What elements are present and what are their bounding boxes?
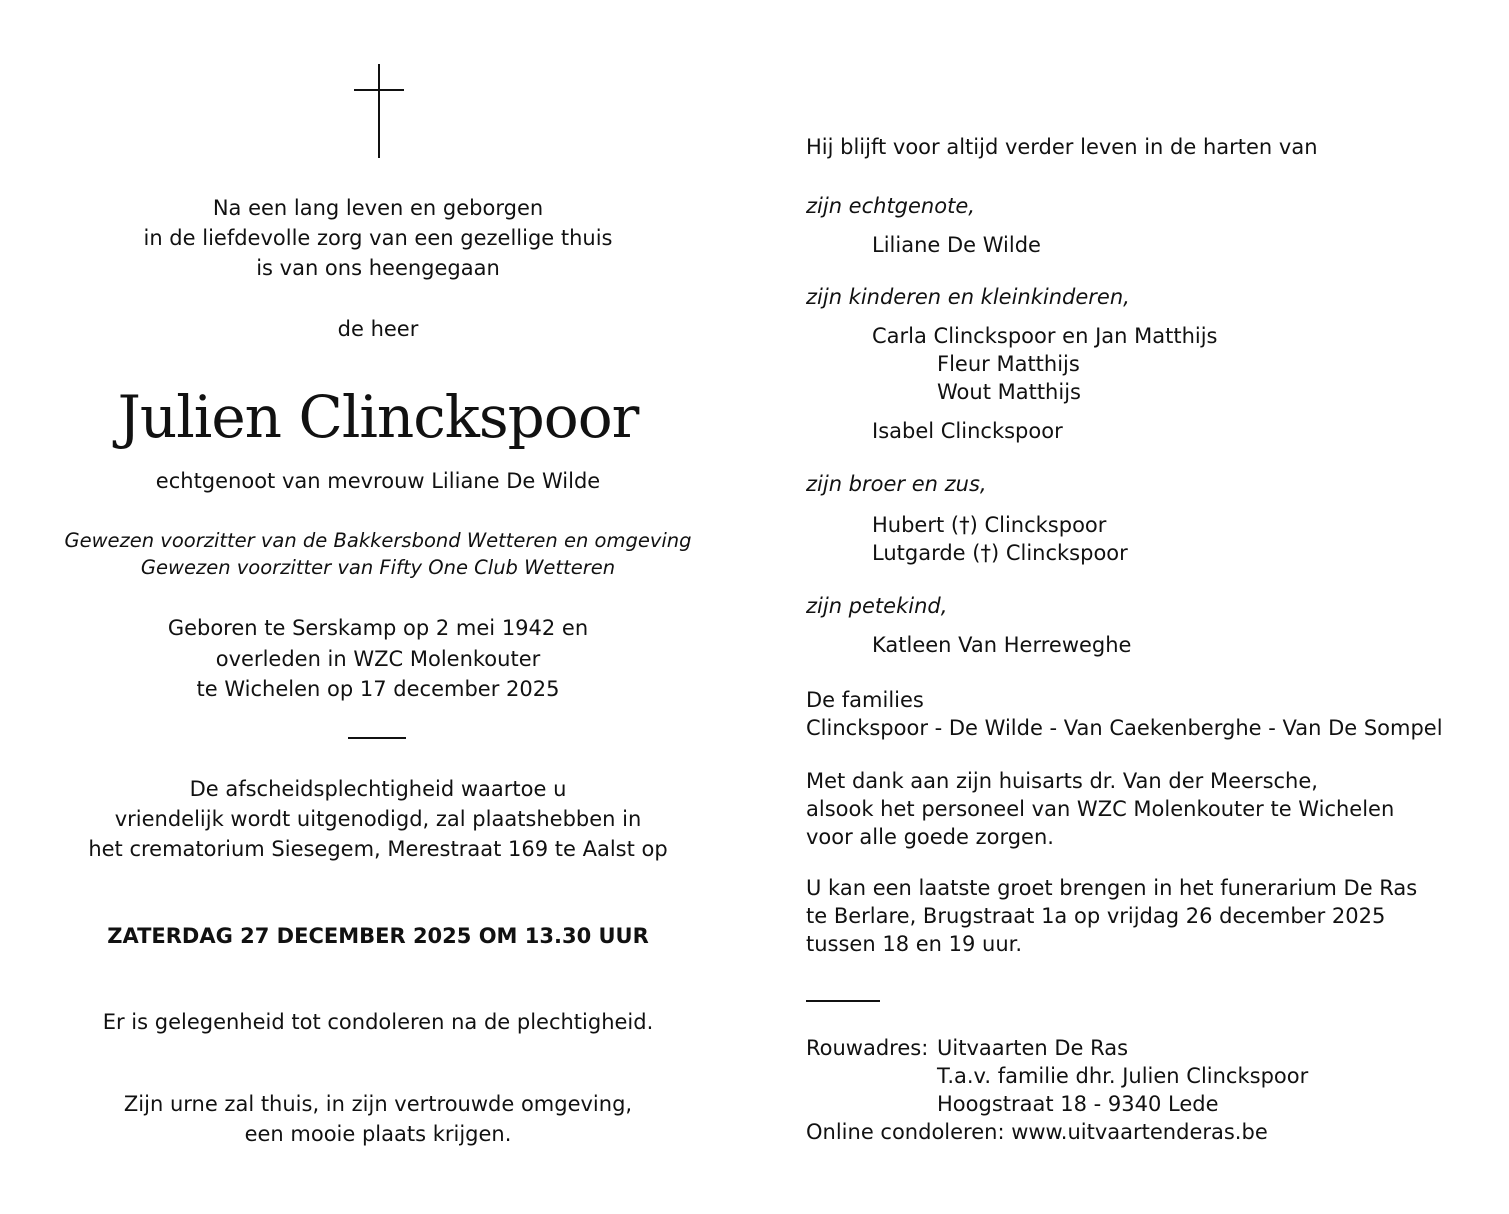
address-line: Uitvaarten De Ras — [937, 1036, 1129, 1060]
families-label: De families — [806, 688, 924, 712]
born-line: Geboren te Serskamp op 2 mei 1942 en — [167, 616, 589, 640]
intro-line: in de liefdevolle zorg van een gezellige thuis — [143, 226, 613, 250]
thanks-line: Met dank aan zijn huisarts dr. Van der Meersche, — [806, 769, 1318, 793]
intro-line: is van ons heengegaan — [256, 256, 500, 280]
ceremony-date: ZATERDAG 27 DECEMBER 2025 OM 13.30 UUR — [107, 924, 649, 948]
godchild-name: Katleen Van Herreweghe — [872, 633, 1132, 657]
visit-line: tussen 18 en 19 uur. — [806, 932, 1023, 956]
urn-note — [0, 1089, 756, 1149]
ceremony-line: De afscheidsplechtigheid waartoe u — [189, 777, 567, 801]
address-label: Rouwadres: — [806, 1036, 929, 1060]
ceremony-line: het crematorium Siesegem, Merestraat 169 te Aalst op — [88, 837, 668, 861]
divider — [806, 1000, 880, 1002]
thanks-text — [806, 767, 1394, 851]
right-panel — [806, 0, 1496, 1214]
address-line: Hoogstraat 18 - 9340 Lede — [937, 1092, 1219, 1116]
sibling-name: Lutgarde (†) Clinckspoor — [872, 541, 1128, 565]
urn-line: Zijn urne zal thuis, in zijn vertrouwde omgeving, — [123, 1092, 633, 1116]
role-line: Gewezen voorzitter van de Bakkersbond Wetteren en omgeving — [64, 529, 692, 552]
grandchild-name: Wout Matthijs — [937, 380, 1081, 404]
visit-line: U kan een laatste groet brengen in het funerarium De Ras — [806, 876, 1418, 900]
born-line: overleden in WZC Molenkouter — [215, 646, 541, 671]
grandchild-name: Fleur Matthijs — [937, 352, 1080, 376]
thanks-line: alsook het personeel van WZC Molenkouter te Wichelen — [806, 797, 1395, 821]
child-name: Isabel Clinckspoor — [872, 419, 1063, 443]
condolence-note: Er is gelegenheid tot condoleren na de plechtigheid. — [102, 1010, 654, 1034]
family-heading: Hij blijft voor altijd verder leven in de harten van — [806, 135, 1318, 159]
title-prefix: de heer — [337, 317, 419, 341]
address-line: T.a.v. familie dhr. Julien Clinckspoor — [937, 1064, 1309, 1088]
ceremony-text — [0, 774, 756, 864]
online-condolence-link[interactable]: Online condoleren: www.uitvaartenderas.be — [806, 1120, 1268, 1144]
urn-line: een mooie plaats krijgen. — [244, 1122, 512, 1146]
spouse-line: echtgenoot van mevrouw Liliane De Wilde — [155, 469, 601, 493]
thanks-line: voor alle goede zorgen. — [806, 825, 1054, 849]
sibling-name: Hubert (†) Clinckspoor — [872, 513, 1107, 537]
godchild-label: zijn petekind, — [806, 594, 948, 618]
divider — [348, 737, 406, 739]
spouse-label: zijn echtgenote, — [806, 194, 975, 218]
children-label: zijn kinderen en kleinkinderen, — [806, 285, 1130, 309]
birth-death-text — [0, 613, 756, 705]
visitation-text — [806, 874, 1417, 958]
cross-icon — [354, 64, 404, 158]
spouse-name: Liliane De Wilde — [872, 233, 1041, 257]
intro-line: Na een lang leven en geborgen — [212, 196, 544, 220]
former-roles — [0, 527, 756, 581]
ceremony-line: vriendelijk wordt uitgenodigd, zal plaatshebben in — [114, 807, 642, 831]
intro-text — [0, 193, 756, 283]
role-line: Gewezen voorzitter van Fifty One Club Wetteren — [140, 556, 616, 579]
siblings-label: zijn broer en zus, — [806, 472, 987, 496]
visit-line: te Berlare, Brugstraat 1a op vrijdag 26 december 2025 — [806, 904, 1386, 928]
deceased-name: Julien Clinckspoor — [117, 383, 639, 451]
families-list: Clinckspoor - De Wilde - Van Caekenberghe - Van De Sompel — [806, 716, 1443, 740]
child-name: Carla Clinckspoor en Jan Matthijs — [872, 324, 1218, 348]
born-line: te Wichelen op 17 december 2025 — [196, 677, 560, 701]
